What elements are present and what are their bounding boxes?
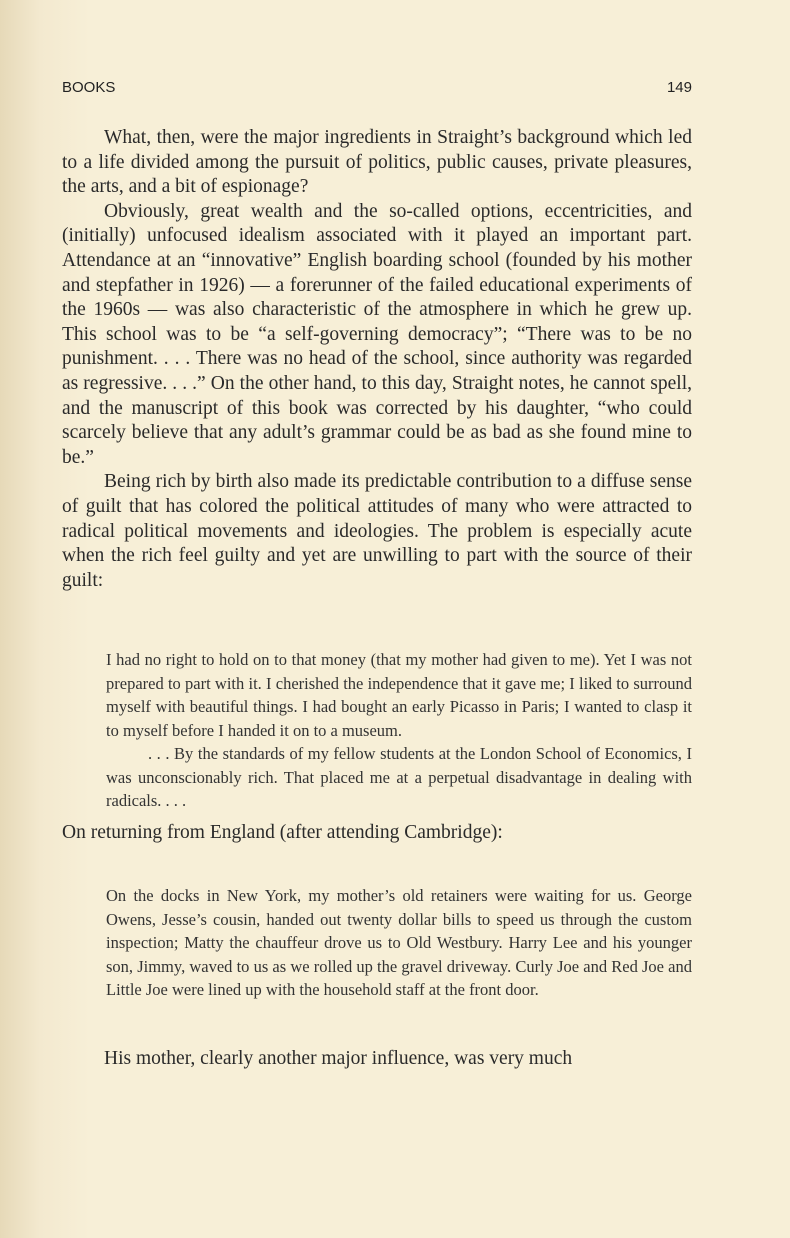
block-quote: On the docks in New York, my mother’s old retainers were waiting for us. George Owens, Jesse’s cousin, handed out twenty dollar bills to speed us through the custom inspection; Matty the chauffeur drove us to Old Westbury. Harry Lee and his younger son, Jimmy, waved to us as we rolled up the gravel driveway. Curly Joe and Red Joe and Little Joe were lined up with the household staff at the front door.: [106, 886, 692, 999]
block-quote: [106, 648, 692, 813]
paragraph: Being rich by birth also made its predictable contribution to a diffuse sense of guilt that has colored the political attitudes of many who were attracted to radical political movements and ideologies. The problem is especially acute when the rich feel guilty and yet are unwilling to part with the source of their guilt:: [62, 471, 692, 591]
page-number: 149: [666, 79, 692, 96]
paragraph: What, then, were the major ingredients in Straight’s background which led to a life divided among the pursuit of politics, public causes, private pleasures, the arts, and a bit of espionage?: [62, 127, 692, 198]
paragraph: His mother, clearly another major influence, was very much: [104, 1048, 573, 1069]
lead-in-text: On returning from England (after attending Cambridge):: [62, 822, 503, 843]
main-text-block: [62, 126, 692, 593]
running-header: [62, 79, 692, 99]
quote-text: . . . By the standards of my fellow students at the London School of Economics, I was unconscionably rich. That placed me at a perpetual disadvantage in dealing with radicals. . . .: [106, 744, 692, 810]
paragraph: Obviously, great wealth and the so-called options, eccentricities, and (initially) unfocused idealism associated with it played an important part. Attendance at an “innovative” English boarding school (founded by his mother and stepfather in 1926) — a forerunner of the failed educational experiments of the 1960s — was also characteristic of the atmosphere in which he grew up. This school was to be “a self-governing democracy”; “There was to be no punishment. . . . There was no head of the school, since authority was regarded as regressive. . . .” On the other hand, to this day, Straight notes, he cannot spell, and the manuscript of this book was corrected by his daughter, “who could scarcely believe that any adult’s grammar could be as bad as she found mine to be.”: [62, 200, 692, 468]
quote-text: I had no right to hold on to that money (that my mother had given to me). Yet I was not prepared to part with it. I cherished the independence that it gave me; I liked to surround myself with beautiful things. I had bought an early Picasso in Paris; I wanted to clasp it to myself before I handed it on to a museum.: [106, 650, 692, 740]
section-title: BOOKS: [62, 79, 116, 96]
